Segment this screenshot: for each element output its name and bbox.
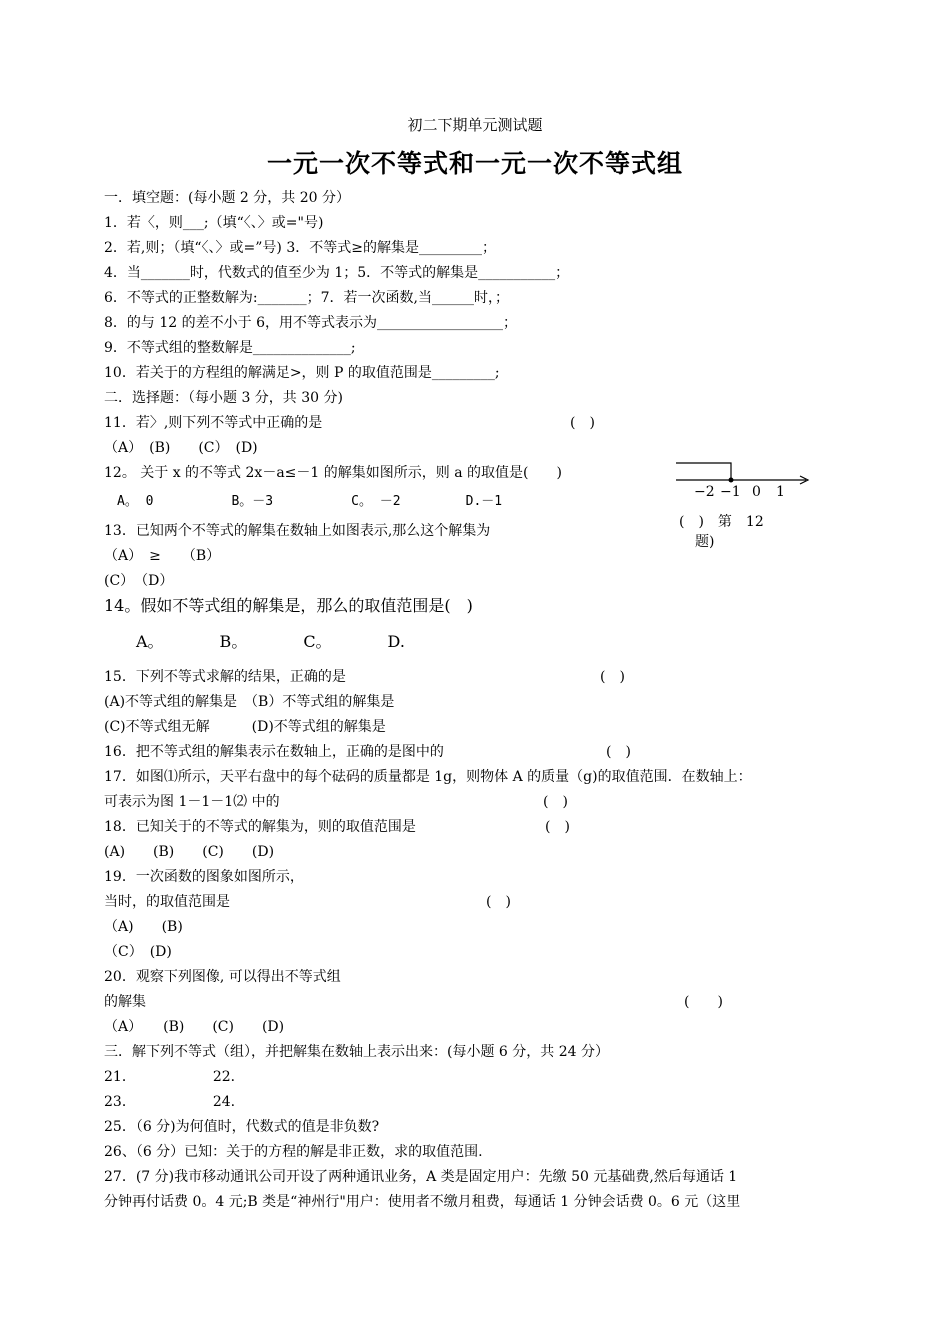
options-19-ab: （A) (B) — [104, 919, 183, 935]
section-1-heading: 一．填空题：(每小题 2 分，共 20 分） — [104, 190, 350, 206]
question-4-5: 4．当_______时，代数式的值至少为 1；5．不等式的解集是___________； — [104, 265, 570, 281]
question-11: 11．若〉,则下列不等式中正确的是 — [104, 415, 323, 431]
question-27-cont: 分钟再付话费 0。4 元;B 类是“神州行"用户：使用者不缴月租费，每通话 1 分钟会话费 0。6 元（这里 — [104, 1194, 741, 1210]
options-11: （A） (B) (C） (D) — [104, 440, 258, 456]
question-21-22: 21． 22． — [104, 1069, 245, 1085]
answer-paren-18: ( ) — [545, 819, 570, 835]
answer-paren-17: ( ) — [543, 794, 568, 810]
tick-label: 1 — [776, 484, 785, 500]
answer-paren-11: ( ) — [570, 415, 595, 431]
options-15-ab: (A)不等式组的解集是 （B）不等式组的解集是 — [104, 694, 395, 710]
section-2-heading: 二．选择题：（每小题 3 分，共 30 分) — [104, 390, 343, 406]
question-18: 18．已知关于的不等式的解集为，则的取值范围是 — [104, 819, 416, 835]
tick-label: 0 — [752, 484, 761, 500]
question-25: 25．（6 分)为何值时，代数式的值是非负数? — [104, 1119, 380, 1135]
options-18: (A) (B) (C) (D) — [104, 844, 275, 860]
options-14: A。 B。 C。 D. — [104, 632, 405, 651]
options-20: （A） (B) (C) (D) — [104, 1019, 285, 1035]
section-3-heading: 三．解下列不等式（组），并把解集在数轴上表示出来：(每小题 6 分，共 24 分） — [104, 1044, 609, 1060]
options-13-ab: （A） ≥ （B） — [104, 548, 221, 564]
question-17-cont: 可表示为图 1－1－1⑵ 中的 — [104, 794, 280, 810]
number-line-figure — [672, 455, 822, 509]
exam-subtitle: 初二下期单元测试题 — [407, 116, 543, 134]
answer-paren-16: ( ) — [606, 744, 631, 760]
question-2-3: 2．若,则；（填“〈、〉或=”号) 3．不等式≥的解集是_________； — [104, 240, 496, 256]
question-10: 10．若关于的方程组的解满足>，则 P 的取值范围是_________; — [104, 365, 500, 381]
solution-endpoint-dot — [729, 478, 734, 483]
figure-caption — [679, 512, 764, 552]
question-15: 15．下列不等式求解的结果，正确的是 — [104, 669, 346, 685]
question-12: 12。 关于 x 的不等式 2x－a≤－1 的解集如图所示，则 a 的取值是( ) — [104, 465, 562, 481]
figure-caption-line: ( ) 第 12 — [679, 514, 764, 530]
options-15-cd: (C)不等式组无解 (D)不等式组的解集是 — [104, 719, 386, 735]
question-8: 8．的与 12 的差不小于 6，用不等式表示为__________________； — [104, 315, 517, 331]
question-19: 19．一次函数的图象如图所示， — [104, 869, 304, 885]
question-20: 20．观察下列图像, 可以得出不等式组 — [104, 969, 341, 985]
exam-title: 一元一次不等式和一元一次不等式组 — [266, 149, 683, 178]
question-17: 17．如图⑴所示，天平右盘中的每个砝码的质量都是 1g，则物体 A 的质量（g)的取值范围．在数轴上： — [104, 769, 752, 785]
options-19-cd: （C） (D) — [104, 944, 172, 960]
figure-caption-line: 题) — [695, 534, 715, 550]
question-26: 26、（6 分）已知：关于的方程的解是非正数，求的取值范围. — [104, 1144, 483, 1160]
options-12: A。 0 B。－3 C。 －2 D.－1 — [104, 494, 503, 509]
question-14: 14。假如不等式组的解集是，那么的取值范围是( ) — [104, 596, 473, 615]
question-6-7: 6．不等式的正整数解为:_______；7．若一次函数,当______时，； — [104, 290, 509, 306]
question-19-cont: 当时，的取值范围是 — [104, 894, 230, 910]
question-16: 16．把不等式组的解集表示在数轴上，正确的是图中的 — [104, 744, 444, 760]
question-1: 1．若〈，则___;（填“〈、〉或="号) — [104, 215, 324, 231]
question-20-cont: 的解集 — [104, 994, 146, 1010]
solution-bracket — [676, 463, 731, 480]
question-27: 27．(7 分)我市移动通讯公司开设了两种通讯业务，A 类是固定用户：先缴 50 元基础费,然后每通话 1 — [104, 1169, 738, 1185]
number-line-svg — [672, 455, 822, 505]
options-13-cd: (C） （D） — [104, 573, 174, 589]
tick-label: −1 — [720, 484, 741, 500]
question-13: 13．已知两个不等式的解集在数轴上如图表示,那么这个解集为 — [104, 523, 491, 539]
question-9: 9．不等式组的整数解是______________; — [104, 340, 356, 356]
tick-label: −2 — [694, 484, 715, 500]
answer-paren-20: ( ) — [684, 994, 723, 1010]
question-23-24: 23． 24. — [104, 1094, 236, 1110]
answer-paren-19: ( ) — [486, 894, 511, 910]
answer-paren-15: ( ) — [600, 669, 625, 685]
